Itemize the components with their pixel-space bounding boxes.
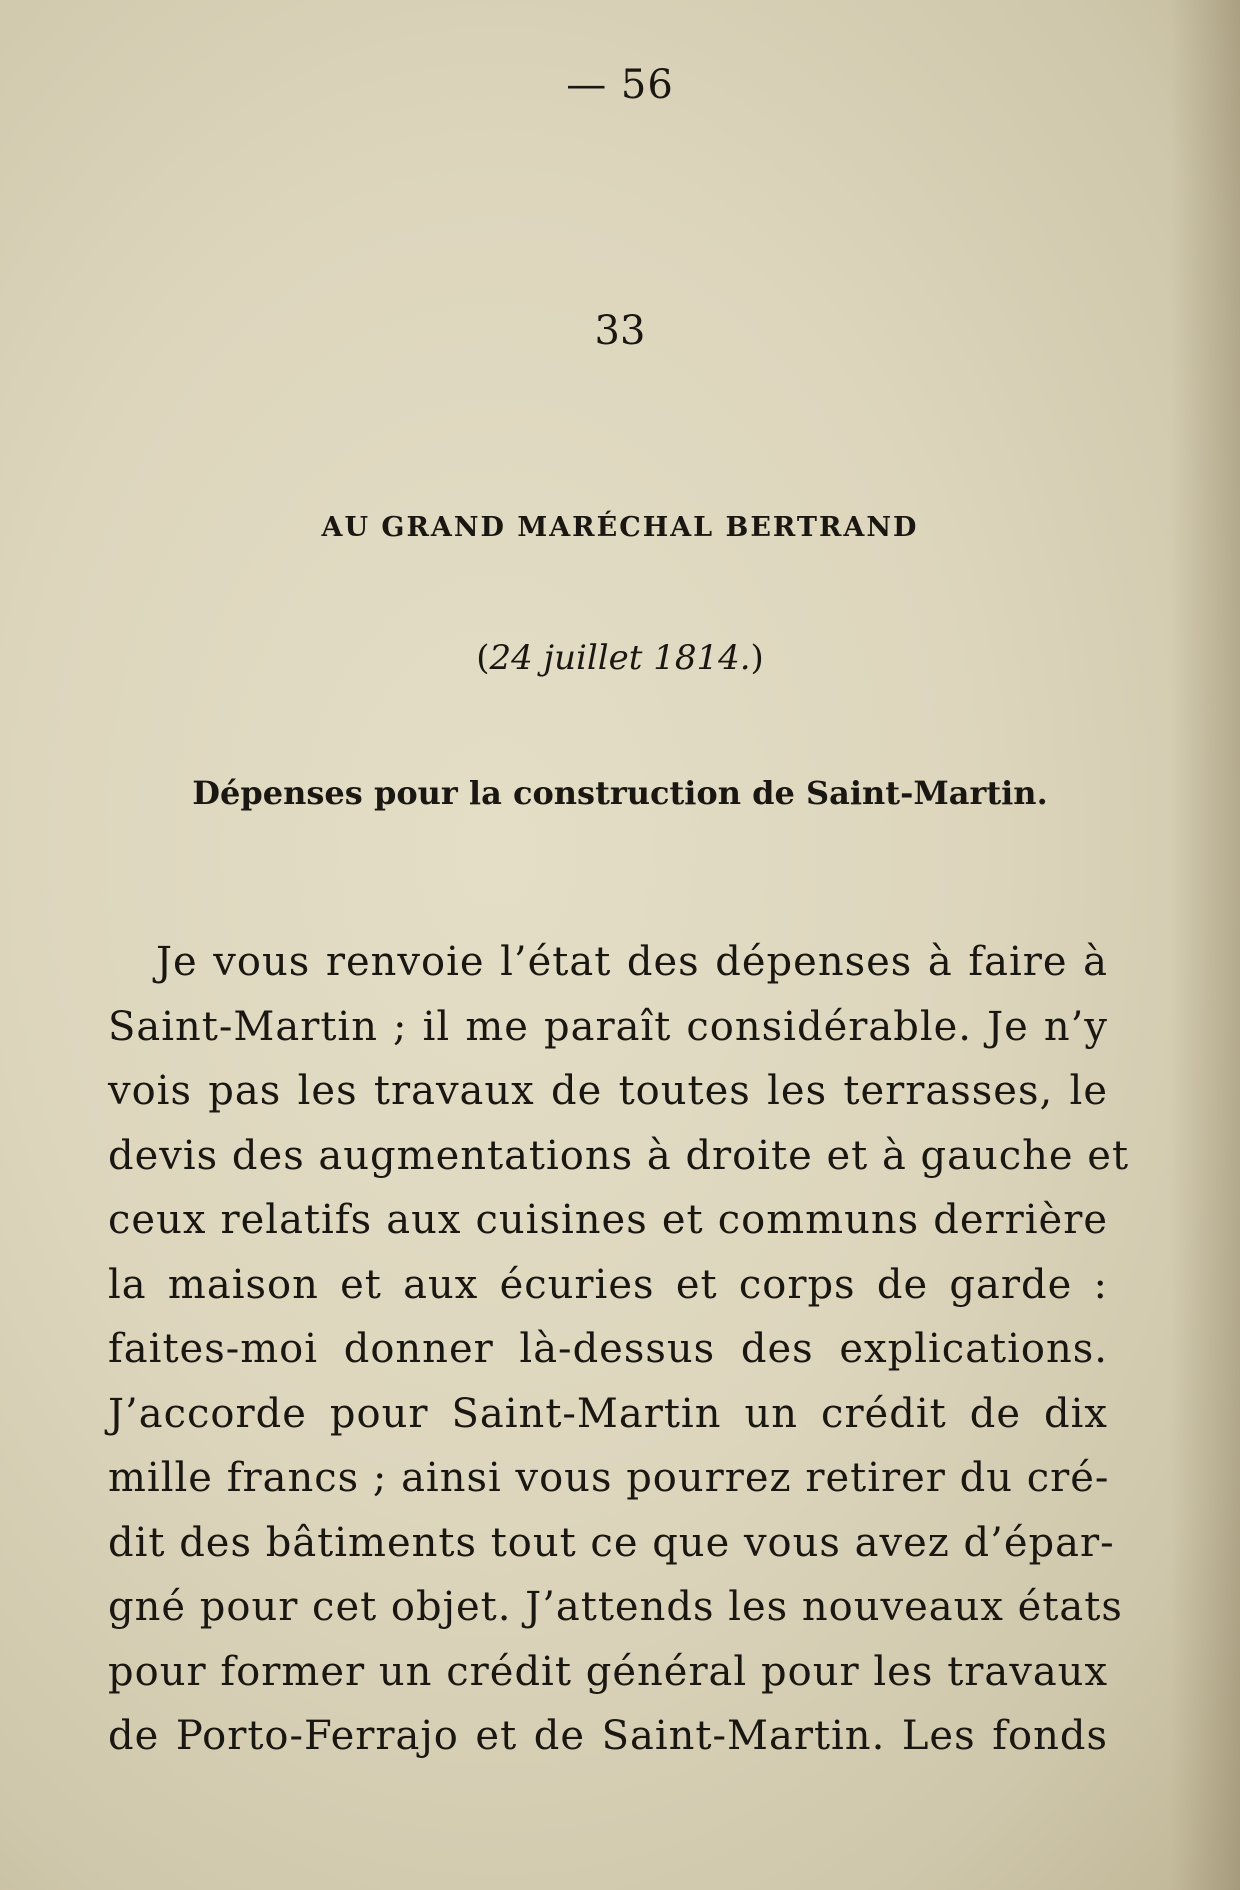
letter-recipient: AU GRAND MARÉCHAL BERTRAND (321, 512, 919, 543)
body-line: devis des augmentations à droite et à gauche et (108, 1132, 1130, 1179)
body-line: pour former un crédit général pour les travaux (108, 1648, 1108, 1695)
body-line: de Porto-Ferrajo et de Saint-Martin. Les fonds (108, 1713, 1108, 1759)
body-line: gné pour cet objet. J’attends les nouveaux états (108, 1584, 1123, 1630)
body-line: la maison et aux écuries et corps de garde : (108, 1261, 1108, 1308)
letter-number: 33 (594, 308, 646, 354)
body-line: ceux relatifs aux cuisines et communs derrière (108, 1197, 1108, 1243)
body-line: vois pas les travaux de toutes les terrasses, le (108, 1068, 1108, 1114)
letter-body (108, 930, 1130, 1769)
letter-date (0, 638, 1240, 678)
page-number: — 56 (566, 62, 674, 108)
body-line: Saint-Martin ; il me paraît considérable. Je n’y (108, 1003, 1108, 1050)
date-text: 24 juillet 1814. (489, 638, 751, 678)
body-line: mille francs ; ainsi vous pourrez retirer du cré- (108, 1455, 1110, 1501)
letter-subject: Dépenses pour la construction de Saint-Martin. (192, 774, 1048, 812)
body-line: dit des bâtiments tout ce que vous avez d’épar- (108, 1519, 1115, 1566)
date-open-paren: ( (476, 638, 490, 678)
body-line: Je vous renvoie l’état des dépenses à faire à (156, 939, 1108, 985)
body-line: faites-moi donner là-dessus des explications. (108, 1326, 1108, 1372)
date-close-paren: ) (750, 638, 764, 678)
body-line: J’accorde pour Saint-Martin un crédit de dix (108, 1390, 1108, 1437)
page-edge-shadow (1170, 0, 1240, 1890)
